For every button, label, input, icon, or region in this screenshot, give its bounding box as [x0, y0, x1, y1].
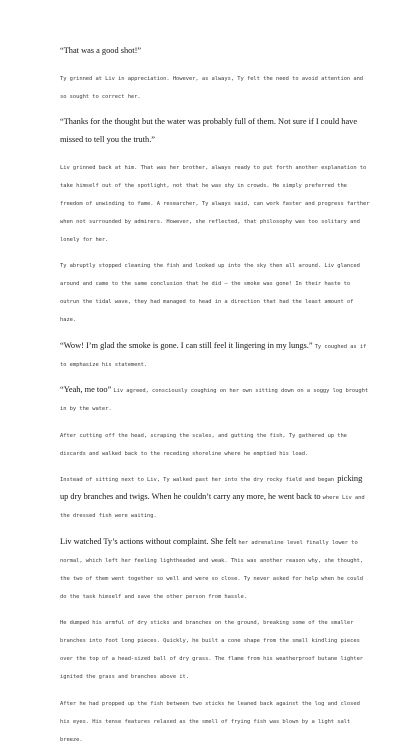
text-run: Liv watched Ty’s actions without complaint. She felt [60, 536, 239, 546]
paragraph [60, 111, 372, 147]
paragraph [60, 531, 372, 603]
text-run: where Liv and the dressed fish were waiting. [60, 495, 365, 519]
text-run: After cutting off the head, scraping the scales, and gutting the fish, Ty gathered up the discards and walked back to the receding shoreline where he emptied his load. [60, 432, 347, 457]
paragraph [60, 468, 372, 522]
paragraph [60, 40, 372, 58]
text-run: He dumped his armful of dry sticks and branches on the ground, breaking some of the smaller branches into foot long pieces. Quickly, he built a cone shape from the small kindling pieces over the top of a head-sized ball of dry grass. The flame from his weatherproof butane lighter ignited the grass and branches above it. [60, 620, 364, 680]
paragraph [60, 335, 372, 371]
paragraph [60, 254, 372, 326]
text-run: picking up dry branches and twigs. When he couldn’t carry any more, he went back to [60, 474, 363, 501]
text-run: “Thanks for the thought but the water was probably full of them. Not sure if I could have missed to tell you the truth.” [60, 117, 358, 144]
text-run: Liv agreed, consciously coughing on her own sitting down on a soggy log brought in by the water. [60, 388, 369, 412]
document-page [60, 40, 372, 754]
text-run: Instead of sitting next to Liv, Ty walked past her into the dry rocky field and began [60, 477, 338, 483]
text-run: Ty abruptly stopped cleaning the fish and looked up into the sky then all around. Liv glanced around and came to the same conclusion that he did – the smoke was gone! In their haste to outrun the tidal wave, they had managed to head in a direction that had the least amount of haze. [60, 263, 360, 323]
text-run: Liv grinned back at him. That was her brother, always ready to put forth another explanation to take himself out of the spotlight, not that he was shy in crowds. He simply preferred the freedom of unwinding to fame. A researcher, Ty always said, can work faster and progress farther when not surrounded by admirers. However, she reflected, that philosophy was too solitary and lonely for her. [60, 164, 370, 243]
text-run: her adrenaline level finally lower to normal, which left her feeling lightheaded and weak. This was another reason why, she thought, the two of them went together so well and were so close. Ty never asked for help when he could do the task himself and save the other person from hassle. [60, 539, 364, 600]
paragraph [60, 379, 372, 415]
paragraph [60, 611, 372, 683]
text-run: “That was a good shot!” [60, 46, 142, 55]
paragraph [60, 692, 372, 746]
paragraph [60, 156, 372, 246]
text-run: “Wow! I’m glad the smoke is gone. I can still feel it lingering in my lungs.” [60, 340, 315, 350]
text-run: “Yeah, me too” [60, 385, 114, 394]
text-run: Ty coughed as if to emphasize his statement. [60, 343, 367, 368]
paragraph [60, 67, 372, 103]
text-run: After he had propped up the fish between two sticks he leaned back against the log and closed his eyes. His tense features relaxed as the smell of frying fish was blown by a light salt breeze. [60, 700, 360, 743]
paragraph [60, 424, 372, 460]
text-run: Ty grinned at Liv in appreciation. However, as always, Ty felt the need to avoid attention and so sought to correct her. [60, 75, 364, 100]
